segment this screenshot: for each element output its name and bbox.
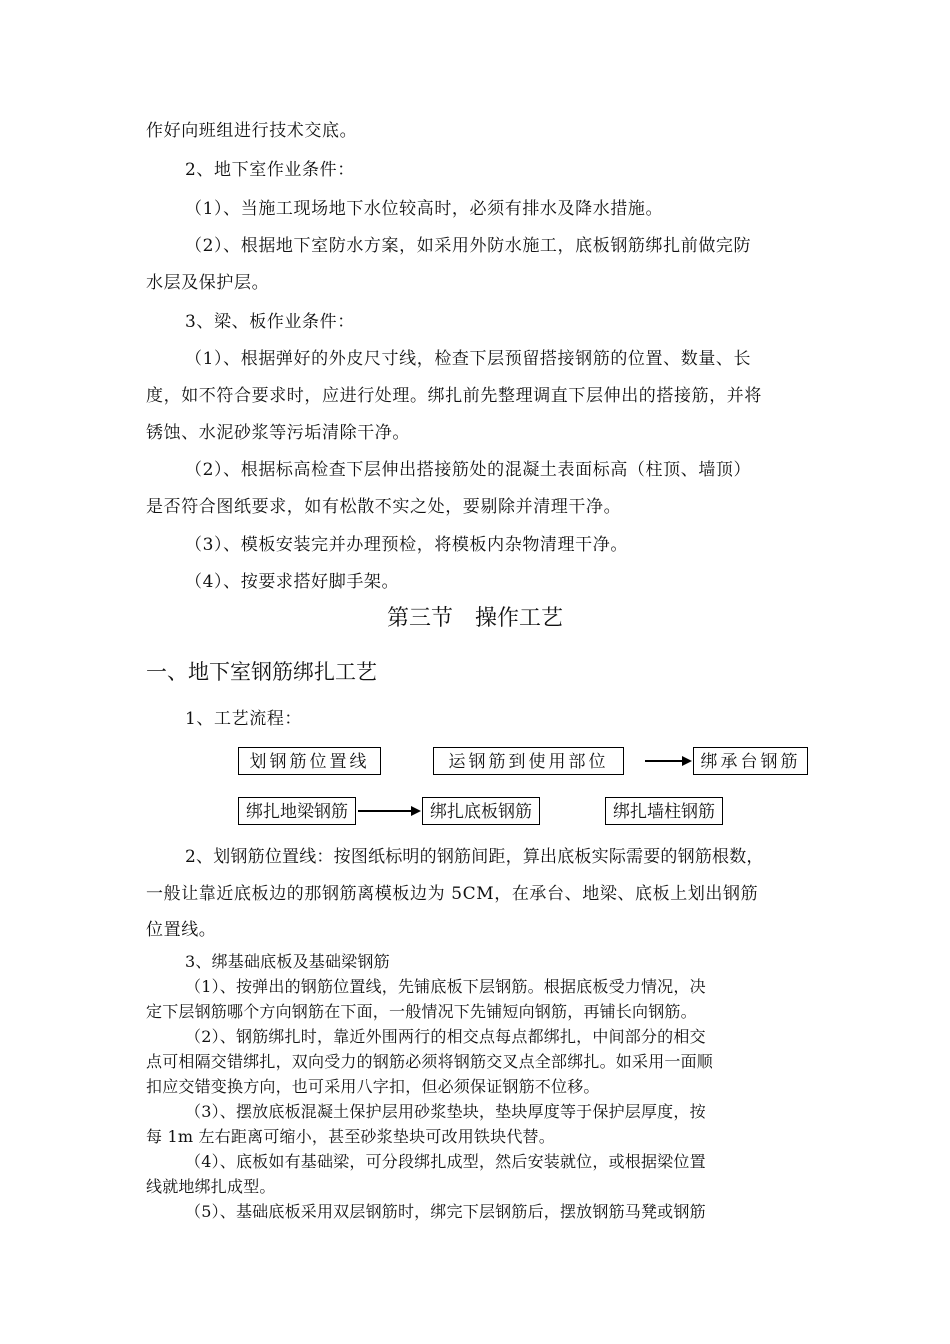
paragraph-line: 2、划钢筋位置线：按图纸标明的钢筋间距，算出底板实际需要的钢筋根数， [185, 847, 764, 867]
paragraph-line: 每 1m 左右距离可缩小，甚至砂浆垫块可改用铁块代替。 [146, 1127, 555, 1146]
paragraph-line: 一般让靠近底板边的那钢筋离模板边为 5CM，在承台、地梁、底板上划出钢筋 [146, 884, 759, 904]
paragraph-line: 度，如不符合要求时，应进行处理。绑扎前先整理调直下层伸出的搭接筋，并将 [146, 386, 762, 406]
paragraph-line: 2、地下室作业条件： [185, 160, 355, 180]
paragraph-line: 锈蚀、水泥砂浆等污垢清除干净。 [146, 423, 410, 443]
paragraph-line: 定下层钢筋哪个方向钢筋在下面，一般情况下先铺短向钢筋，再铺长向钢筋。 [146, 1002, 697, 1021]
paragraph-line: 3、梁、板作业条件： [185, 312, 355, 332]
paragraph-line: （4）、按要求搭好脚手架。 [185, 572, 400, 592]
paragraph-line: 作好向班组进行技术交底。 [146, 121, 358, 141]
paragraph-line: 点可相隔交错绑扎，双向受力的钢筋必须将钢筋交叉点全部绑扎。如采用一面顺 [146, 1052, 714, 1071]
paragraph-line: 线就地绑扎成型。 [146, 1177, 276, 1196]
flow-step-2: 运钢筋到使用部位 [433, 747, 624, 775]
paragraph-line: 位置线。 [146, 920, 217, 940]
paragraph-line: 扣应交错变换方向，也可采用八字扣，但必须保证钢筋不位移。 [146, 1077, 600, 1096]
flow-arrow-icon [358, 803, 422, 819]
subsection-title: 一、地下室钢筋绑扎工艺 [146, 660, 377, 684]
flow-step-6: 绑扎墙柱钢筋 [605, 797, 723, 825]
paragraph-line: 是否符合图纸要求，如有松散不实之处，要剔除并清理干净。 [146, 497, 622, 517]
paragraph-line: （3）、模板安装完并办理预检，将模板内杂物清理干净。 [185, 535, 628, 555]
flow-step-4: 绑扎地梁钢筋 [238, 797, 356, 825]
paragraph-line: （2）、根据地下室防水方案，如采用外防水施工，底板钢筋绑扎前做完防 [185, 236, 752, 256]
flow-step-1: 划钢筋位置线 [238, 747, 381, 775]
paragraph-line: （4）、底板如有基础梁，可分段绑扎成型，然后安装就位，或根据梁位置 [185, 1152, 706, 1171]
flow-step-3: 绑承台钢筋 [693, 747, 808, 775]
paragraph-line: （3）、摆放底板混凝土保护层用砂浆垫块，垫块厚度等于保护层厚度，按 [185, 1102, 706, 1121]
paragraph-line: （2）、根据标高检查下层伸出搭接筋处的混凝土表面标高（柱顶、墙顶） [185, 460, 752, 480]
paragraph-line: 水层及保护层。 [146, 273, 270, 293]
flow-label: 1、工艺流程： [185, 709, 303, 729]
paragraph-line: 3、绑基础底板及基础梁钢筋 [185, 952, 390, 971]
paragraph-line: （1）、按弹出的钢筋位置线，先铺底板下层钢筋。根据底板受力情况，决 [185, 977, 706, 996]
flow-arrow-icon [645, 753, 693, 769]
paragraph-line: （1）、当施工现场地下水位较高时，必须有排水及降水措施。 [185, 199, 664, 219]
paragraph-line: （2）、钢筋绑扎时，靠近外围两行的相交点每点都绑扎，中间部分的相交 [185, 1027, 706, 1046]
paragraph-line: （1）、根据弹好的外皮尺寸线，检查下层预留搭接钢筋的位置、数量、长 [185, 349, 752, 369]
section-title: 第三节 操作工艺 [386, 606, 563, 631]
flow-step-5: 绑扎底板钢筋 [422, 797, 540, 825]
paragraph-line: （5）、基础底板采用双层钢筋时，绑完下层钢筋后，摆放钢筋马凳或钢筋 [185, 1202, 706, 1221]
